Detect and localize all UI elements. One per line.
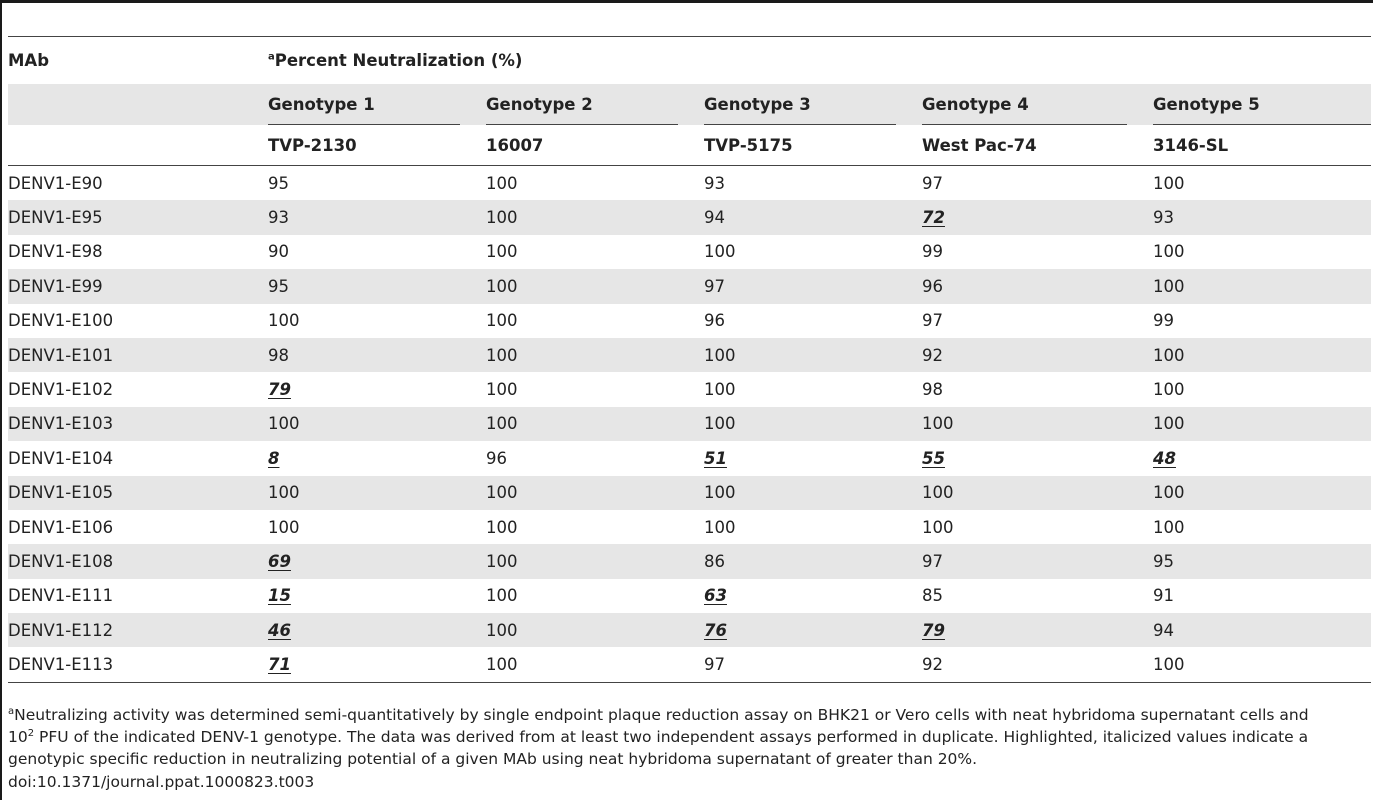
value: 100 xyxy=(268,483,300,503)
neutralization-value-cell xyxy=(476,613,694,647)
neutralization-value-cell xyxy=(258,476,476,510)
strain-header: 3146-SL xyxy=(1143,125,1371,166)
neutralization-value-cell xyxy=(694,544,912,578)
neutralization-value-cell xyxy=(694,613,912,647)
neutralization-value-cell xyxy=(476,338,694,372)
value: 99 xyxy=(922,242,943,262)
table-row xyxy=(8,544,1371,578)
value: 100 xyxy=(486,586,518,606)
neutralization-value-cell xyxy=(476,544,694,578)
left-rule xyxy=(0,0,2,800)
highlighted-value: 71 xyxy=(268,655,291,675)
neutralization-value-cell xyxy=(912,338,1143,372)
value: 100 xyxy=(486,276,518,296)
strain-header-row xyxy=(8,125,1371,166)
mab-name-cell: DENV1-E112 xyxy=(8,620,114,640)
value: 93 xyxy=(268,208,289,228)
table-row xyxy=(8,200,1371,234)
table-row xyxy=(8,476,1371,510)
value: 97 xyxy=(704,655,725,675)
top-rule xyxy=(0,0,1373,3)
mab-name-cell: DENV1-E111 xyxy=(8,586,114,606)
neutralization-value-cell xyxy=(1143,200,1371,234)
neutralization-value-cell xyxy=(1143,647,1371,682)
value: 100 xyxy=(486,517,518,537)
value: 100 xyxy=(922,483,954,503)
value: 100 xyxy=(486,620,518,640)
value: 100 xyxy=(486,414,518,434)
neutralization-value-cell xyxy=(1143,372,1371,406)
value: 86 xyxy=(704,551,725,571)
value: 100 xyxy=(1153,517,1185,537)
mab-name-cell: DENV1-E102 xyxy=(8,380,114,400)
neutralization-value-cell xyxy=(1143,338,1371,372)
value: 95 xyxy=(268,173,289,193)
mab-name-cell: DENV1-E95 xyxy=(8,208,103,228)
neutralization-value-cell xyxy=(694,407,912,441)
table-row xyxy=(8,235,1371,269)
genotype-header: Genotype 1 xyxy=(258,84,476,125)
neutralization-value-cell xyxy=(1143,613,1371,647)
strain-header: TVP-5175 xyxy=(694,125,912,166)
value: 93 xyxy=(704,173,725,193)
genotype-header-row xyxy=(8,84,1371,125)
value: 96 xyxy=(486,448,507,468)
neutralization-value-cell xyxy=(694,338,912,372)
neutralization-value-cell xyxy=(694,166,912,201)
value: 97 xyxy=(922,173,943,193)
neutralization-value-cell xyxy=(1143,544,1371,578)
neutralization-value-cell xyxy=(476,441,694,475)
highlighted-value: 79 xyxy=(922,620,945,640)
neutralization-value-cell xyxy=(476,647,694,682)
neutralization-value-cell xyxy=(1143,235,1371,269)
genotype-header: Genotype 3 xyxy=(694,84,912,125)
neutralization-value-cell xyxy=(694,235,912,269)
neutralization-value-cell xyxy=(476,235,694,269)
neutralization-value-cell xyxy=(912,166,1143,201)
value: 100 xyxy=(486,208,518,228)
header-row-1 xyxy=(8,37,1371,85)
strain-header: 16007 xyxy=(476,125,694,166)
table-row xyxy=(8,647,1371,682)
neutralization-value-cell xyxy=(912,372,1143,406)
neutralization-table xyxy=(8,36,1371,683)
value: 95 xyxy=(1153,551,1174,571)
genotype-header: Genotype 5 xyxy=(1143,84,1371,125)
mab-name-cell: DENV1-E104 xyxy=(8,448,114,468)
value: 98 xyxy=(922,380,943,400)
table-body xyxy=(8,166,1371,683)
table-row xyxy=(8,510,1371,544)
value: 92 xyxy=(922,655,943,675)
value: 100 xyxy=(268,311,300,331)
neutralization-value-cell xyxy=(476,407,694,441)
neutralization-value-cell xyxy=(476,200,694,234)
highlighted-value: 63 xyxy=(704,586,727,606)
table-row xyxy=(8,166,1371,201)
neutralization-value-cell xyxy=(1143,166,1371,201)
neutralization-value-cell xyxy=(694,269,912,303)
table-row xyxy=(8,407,1371,441)
neutralization-value-cell xyxy=(258,200,476,234)
mab-header: MAb xyxy=(8,37,258,85)
value: 97 xyxy=(704,276,725,296)
mab-name-cell: DENV1-E90 xyxy=(8,173,103,193)
neutralization-value-cell xyxy=(258,235,476,269)
mab-name-cell: DENV1-E99 xyxy=(8,276,103,296)
value: 94 xyxy=(704,208,725,228)
value: 98 xyxy=(268,345,289,365)
strain-header: TVP-2130 xyxy=(258,125,476,166)
value: 100 xyxy=(704,414,736,434)
neutralization-value-cell xyxy=(258,407,476,441)
value: 100 xyxy=(1153,655,1185,675)
mab-name-cell: DENV1-E105 xyxy=(8,483,114,503)
neutralization-value-cell xyxy=(476,372,694,406)
neutralization-value-cell xyxy=(258,613,476,647)
neutralization-value-cell xyxy=(694,476,912,510)
table-row xyxy=(8,372,1371,406)
highlighted-value: 46 xyxy=(268,620,291,640)
neutralization-value-cell xyxy=(1143,510,1371,544)
neutralization-value-cell xyxy=(476,579,694,613)
strain-header: West Pac-74 xyxy=(912,125,1143,166)
value: 100 xyxy=(486,173,518,193)
neutralization-value-cell xyxy=(912,476,1143,510)
highlighted-value: 55 xyxy=(922,448,945,468)
percent-neutralization-header: $^a$Percent Neutralization (%) xyxy=(258,37,1371,85)
value: 100 xyxy=(1153,380,1185,400)
neutralization-value-cell xyxy=(912,510,1143,544)
neutralization-value-cell xyxy=(476,304,694,338)
value: 90 xyxy=(268,242,289,262)
value: 100 xyxy=(1153,414,1185,434)
value: 100 xyxy=(704,380,736,400)
neutralization-value-cell xyxy=(912,544,1143,578)
table-row xyxy=(8,304,1371,338)
genotype-header: Genotype 2 xyxy=(476,84,694,125)
value: 100 xyxy=(486,655,518,675)
neutralization-value-cell xyxy=(912,613,1143,647)
value: 100 xyxy=(704,483,736,503)
table-row xyxy=(8,338,1371,372)
mab-name-cell: DENV1-E98 xyxy=(8,242,103,262)
neutralization-value-cell xyxy=(694,647,912,682)
value: 100 xyxy=(704,517,736,537)
value: 100 xyxy=(268,414,300,434)
neutralization-value-cell xyxy=(476,269,694,303)
value: 100 xyxy=(486,311,518,331)
highlighted-value: 48 xyxy=(1153,448,1176,468)
value: 100 xyxy=(704,345,736,365)
table-row xyxy=(8,579,1371,613)
highlighted-value: 79 xyxy=(268,380,291,400)
neutralization-value-cell xyxy=(258,372,476,406)
value: 96 xyxy=(922,276,943,296)
neutralization-value-cell xyxy=(258,544,476,578)
neutralization-value-cell xyxy=(694,441,912,475)
doi-link[interactable]: doi:10.1371/journal.ppat.1000823.t003 xyxy=(8,773,315,791)
table-row xyxy=(8,441,1371,475)
neutralization-value-cell xyxy=(476,166,694,201)
value: 93 xyxy=(1153,208,1174,228)
value: 97 xyxy=(922,311,943,331)
neutralization-value-cell xyxy=(694,510,912,544)
neutralization-value-cell xyxy=(912,235,1143,269)
value: 100 xyxy=(704,242,736,262)
value: 97 xyxy=(922,551,943,571)
value: 100 xyxy=(1153,345,1185,365)
value: 100 xyxy=(922,517,954,537)
value: 100 xyxy=(1153,242,1185,262)
neutralization-value-cell xyxy=(258,647,476,682)
neutralization-value-cell xyxy=(912,441,1143,475)
highlighted-value: 69 xyxy=(268,551,291,571)
neutralization-value-cell xyxy=(912,304,1143,338)
table-row xyxy=(8,613,1371,647)
neutralization-value-cell xyxy=(912,579,1143,613)
neutralization-value-cell xyxy=(694,200,912,234)
value: 100 xyxy=(486,242,518,262)
highlighted-value: 76 xyxy=(704,620,727,640)
neutralization-value-cell xyxy=(694,304,912,338)
highlighted-value: 15 xyxy=(268,586,291,606)
neutralization-value-cell xyxy=(258,510,476,544)
value: 92 xyxy=(922,345,943,365)
neutralization-value-cell xyxy=(912,269,1143,303)
neutralization-value-cell xyxy=(258,579,476,613)
value: 100 xyxy=(486,380,518,400)
highlighted-value: 8 xyxy=(268,448,280,468)
highlighted-value: 51 xyxy=(704,448,727,468)
mab-name-cell: DENV1-E106 xyxy=(8,517,114,537)
neutralization-value-cell xyxy=(258,166,476,201)
neutralization-value-cell xyxy=(1143,441,1371,475)
neutralization-value-cell xyxy=(694,372,912,406)
value: 100 xyxy=(1153,173,1185,193)
mab-name-cell: DENV1-E100 xyxy=(8,311,114,331)
value: 100 xyxy=(486,483,518,503)
mab-name-cell: DENV1-E103 xyxy=(8,414,114,434)
mab-name-cell: DENV1-E101 xyxy=(8,345,114,365)
value: 95 xyxy=(268,276,289,296)
value: 100 xyxy=(1153,276,1185,296)
neutralization-value-cell xyxy=(258,441,476,475)
value: 100 xyxy=(1153,483,1185,503)
value: 94 xyxy=(1153,620,1174,640)
value: 91 xyxy=(1153,586,1174,606)
neutralization-value-cell xyxy=(1143,579,1371,613)
neutralization-value-cell xyxy=(476,476,694,510)
value: 96 xyxy=(704,311,725,331)
neutralization-value-cell xyxy=(1143,269,1371,303)
neutralization-value-cell xyxy=(912,200,1143,234)
neutralization-value-cell xyxy=(694,579,912,613)
neutralization-value-cell xyxy=(258,338,476,372)
neutralization-value-cell xyxy=(1143,476,1371,510)
neutralization-value-cell xyxy=(912,647,1143,682)
mab-name-cell: DENV1-E113 xyxy=(8,647,258,682)
value: 99 xyxy=(1153,311,1174,331)
genotype-header: Genotype 4 xyxy=(912,84,1143,125)
neutralization-value-cell xyxy=(1143,407,1371,441)
value: 85 xyxy=(922,586,943,606)
table-footnote: $^a$Neutralizing activity was determined semi-quantitatively by single endpoint plaque reduction assay on BHK21 or Vero cells with neat hybridoma supernatant cells and $10^2$ PFU of the indicated DENV-1 genotype. The data was derived from at least two independent assays performed in duplicate. Highlighted, italicized values indicate a genotypic specific reduction in neutralizing potential of a given MAb using neat hybridoma supernatant of greater than 20%. xyxy=(8,705,1309,768)
table-row xyxy=(8,269,1371,303)
value: 100 xyxy=(486,345,518,365)
neutralization-value-cell xyxy=(258,304,476,338)
neutralization-value-cell xyxy=(912,407,1143,441)
highlighted-value: 72 xyxy=(922,208,945,228)
neutralization-value-cell xyxy=(476,510,694,544)
value: 100 xyxy=(486,551,518,571)
value: 100 xyxy=(922,414,954,434)
value: 100 xyxy=(268,517,300,537)
mab-name-cell: DENV1-E108 xyxy=(8,551,114,571)
neutralization-value-cell xyxy=(258,269,476,303)
neutralization-value-cell xyxy=(1143,304,1371,338)
